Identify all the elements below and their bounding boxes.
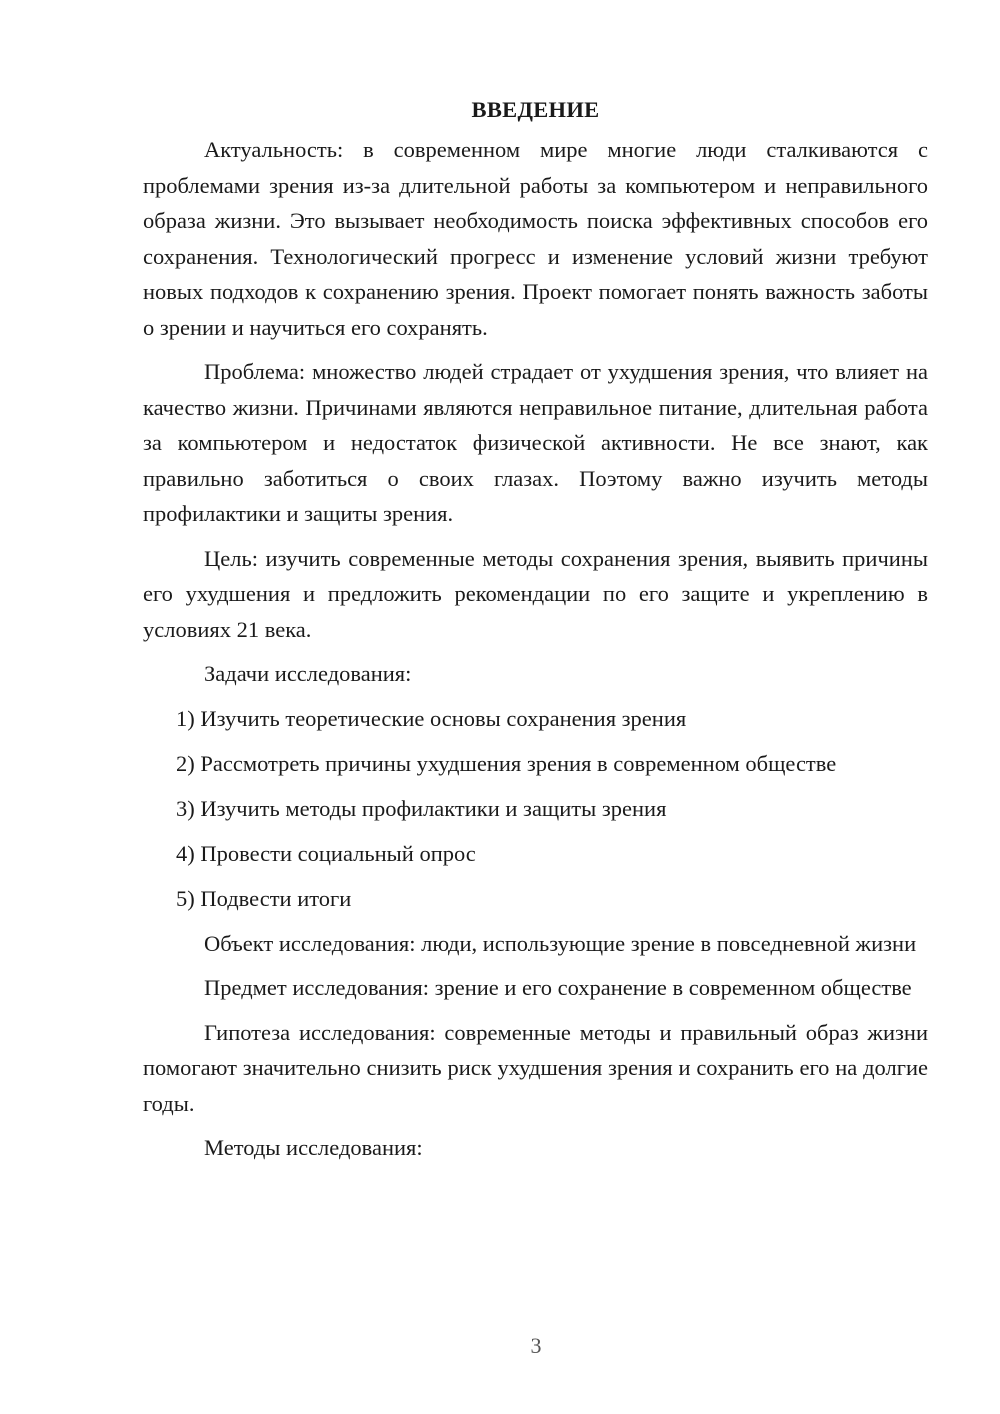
relevance-paragraph: Актуальность: в современном мире многие люди сталкиваются с проблемами зрения из-за длительной работы за компьютером и неправильного образа жизни. Это вызывает необходимость поиска эффективных способов его сохранения. Технологический прогресс и изменение условий жизни требуют новых подходов к сохранению зрения. Проект помогает понять важность заботы о зрении и научиться его сохранять.: [143, 137, 928, 340]
goal-paragraph: Цель: изучить современные методы сохранения зрения, выявить причины его ухудшения и предложить рекомендации по его защите и укреплению в условиях 21 века.: [143, 545, 928, 642]
methods-label: Методы исследования:: [204, 1135, 423, 1160]
list-item: 1) Изучить теоретические основы сохранения зрения: [176, 705, 687, 731]
subject-paragraph: Предмет исследования: зрение и его сохранение в современном обществе: [204, 975, 912, 1000]
list-item: 5) Подвести итоги: [176, 885, 352, 911]
list-item: 4) Провести социальный опрос: [176, 840, 476, 866]
problem-paragraph: Проблема: множество людей страдает от ухудшения зрения, что влияет на качество жизни. Причинами являются неправильное питание, длительная работа за компьютером и недостаток физической активности. Не все знают, как правильно заботиться о своих глазах. Поэтому важно изучить методы профилактики и защиты зрения.: [143, 359, 928, 526]
list-item: 3) Изучить методы профилактики и защиты зрения: [176, 795, 667, 821]
list-item: 2) Рассмотреть причины ухудшения зрения в современном обществе: [176, 750, 837, 776]
object-paragraph: Объект исследования: люди, использующие зрение в повседневной жизни: [204, 930, 917, 956]
tasks-label: Задачи исследования:: [204, 661, 412, 686]
hypothesis-paragraph: Гипотеза исследования: современные методы и правильный образ жизни помогают значительно снизить риск ухудшения зрения и сохранить его на долгие годы.: [143, 1019, 928, 1116]
page-number: 3: [530, 1333, 542, 1358]
page-content: [143, 92, 928, 1175]
tasks-list: [143, 701, 928, 917]
section-title: ВВЕДЕНИЕ: [471, 97, 600, 122]
